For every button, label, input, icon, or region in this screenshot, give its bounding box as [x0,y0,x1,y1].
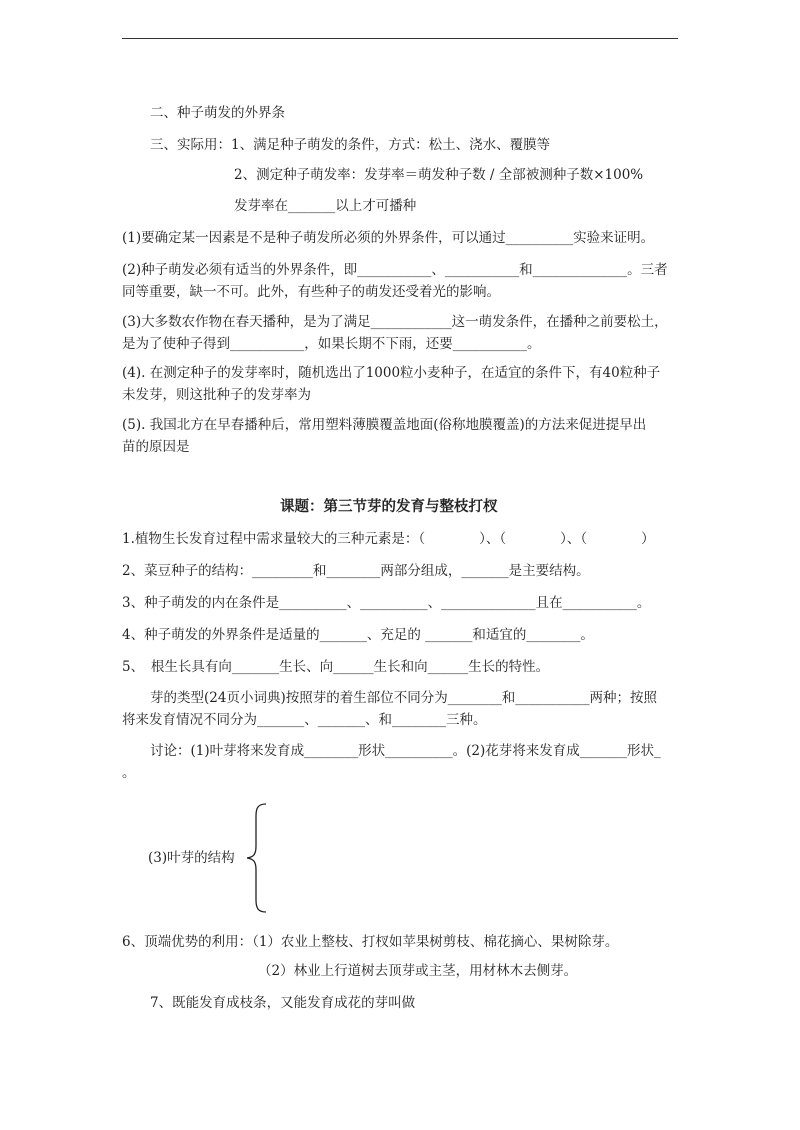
question-3-line-2: 是为了使种子得到___________，如果长期不下雨，还要___________。 [122,336,541,352]
question-4-line-1: (4). 在测定种子的发芽率时，随机选出了1000粒小麦种子，在适宜的条件下，有40粒种子 [122,365,661,381]
question-2-line-2: 同等重要，缺一不可。此外，有些种子的萌发还受着光的影响。 [122,284,500,300]
question-1: (1)要确定某一因素是不是种子萌发所必须的外界条件，可以通过__________实验来证明。 [122,230,655,246]
item-3: 3、种子萌发的内在条件是__________、__________、______________且在___________。 [122,595,651,611]
item-6-line-1: 6、顶端优势的利用：（1）农业上整枝、打杈如苹果树剪枝、棉花摘心、果树除芽。 [122,934,619,950]
item-4: 4、种子萌发的外界条件是适量的_______、充足的 _______和适宜的________。 [122,627,594,643]
discussion-line-1: 讨论：(1)叶芽将来发育成________形状__________。(2)花芽将来发育成_______形状_ [150,743,661,759]
heading-external-conditions: 二、种子萌发的外界条 [150,105,285,121]
item-2: 2、菜豆种子的结构：_________和________两部分组成，_______是主要结构。 [122,563,590,579]
item-6-line-2: （2）林业上行道树去顶芽或主茎，用材林木去侧芽。 [258,963,578,979]
germination-rate-threshold: 发芽率在_______以上才可播种 [234,198,417,214]
question-5-line-2: 苗的原因是 [122,439,190,455]
heading-practical-use: 三、实际用：1、满足种子萌发的条件，方式：松土、浇水、覆膜等 [150,137,551,153]
germination-rate-formula: 2、测定种子萌发率：发芽率＝萌发种子数 / 全部被测种子数×100% [234,167,644,183]
discussion-line-2: 。 [122,765,136,781]
lesson-title: 课题：第三节芽的发育与整枝打杈 [280,499,498,515]
question-5-line-1: (5). 我国北方在早春播种后，常用塑料薄膜覆盖地面(俗称地膜覆盖)的方法来促进提早出 [122,417,647,433]
item-5: 5、 根生长具有向_______生长、向______生长和向______生长的特性。 [122,659,550,675]
item-1: 1.植物生长发育过程中需求量较大的三种元素是：（ ）、（ ）、（ ） [122,531,655,547]
bud-types-line-1: 芽的类型(24页小词典)按照芽的着生部位不同分为________和___________两种；按照 [150,690,657,706]
question-3-line-1: (3)大多数农作物在春天播种，是为了满足____________这一萌发条件，在播种之前要松土， [122,314,668,330]
question-4-line-2: 未发芽，则这批种子的发芽率为 [122,387,311,403]
curly-brace [242,802,272,914]
leaf-bud-structure-label: (3)叶芽的结构 [148,850,235,866]
item-7: 7、既能发育成枝条，又能发育成花的芽叫做 [150,995,416,1011]
header-rule [122,38,678,39]
bud-types-line-2: 将来发育情况不同分为_______、_______、和________三种。 [122,712,487,728]
question-2-line-1: (2)种子萌发必须有适当的外界条件，即___________、___________和______________。三者 [122,262,668,278]
